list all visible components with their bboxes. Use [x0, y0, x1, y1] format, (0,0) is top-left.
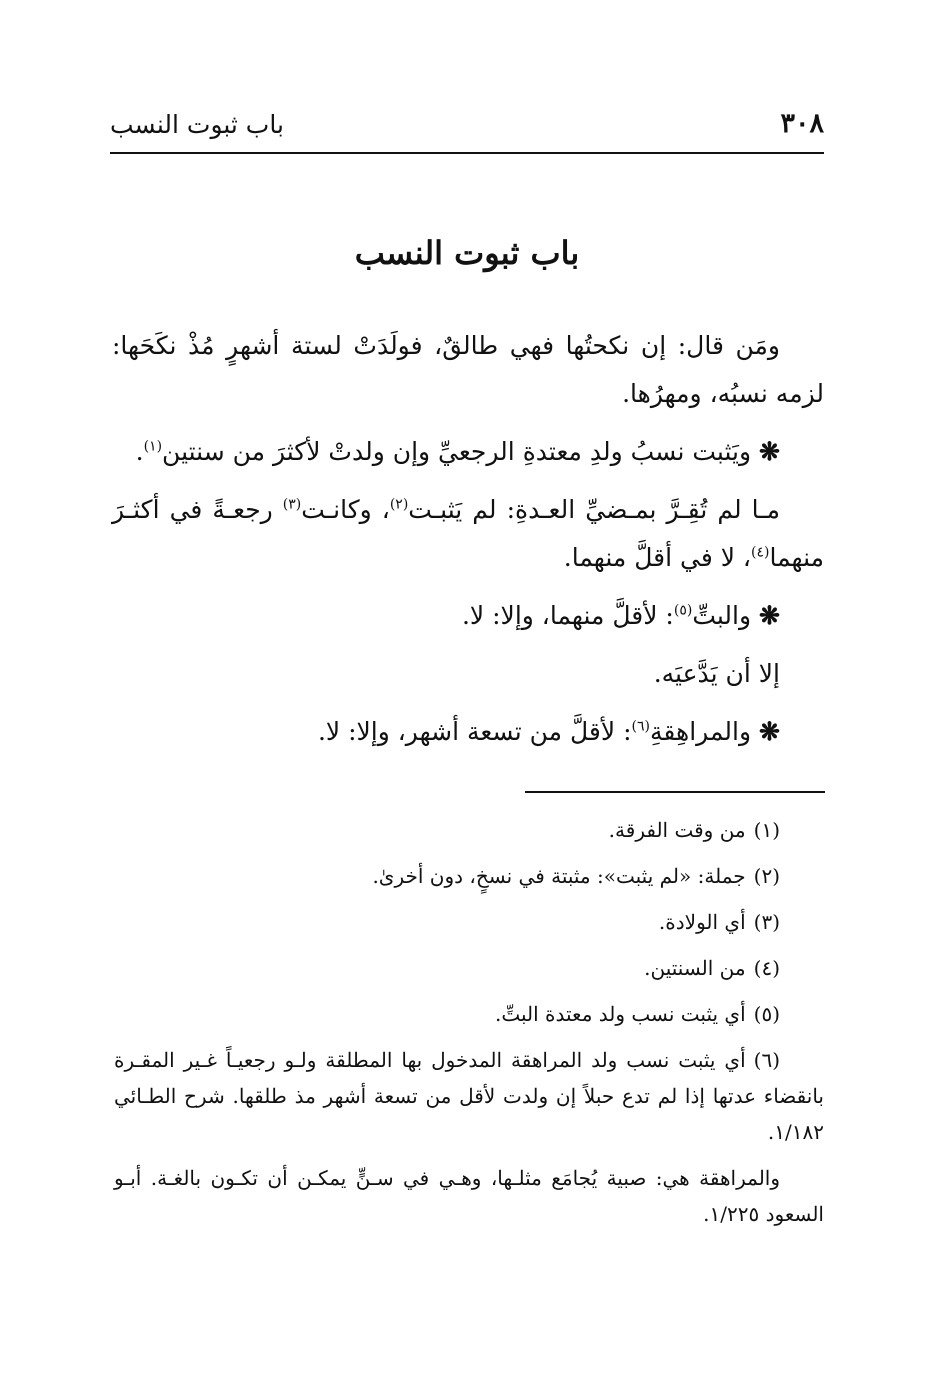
- footnote-3: [114, 904, 824, 940]
- footnote-ref-3[interactable]: (٣): [282, 496, 302, 513]
- footnote-number: (٤): [753, 956, 780, 980]
- footnote-number: (١): [753, 818, 780, 842]
- paragraph-3-text-3: رجعـةً في أكثـرَ منهما: [112, 495, 824, 572]
- footnote-ref-1[interactable]: (١): [143, 438, 163, 455]
- footnote-number: (٢): [753, 864, 780, 888]
- chapter-title: باب ثبوت النسب: [354, 234, 580, 272]
- footnote-ref-4[interactable]: (٤): [751, 544, 770, 561]
- footnote-separator: [525, 791, 825, 793]
- footnote-text: أي الولادة.: [658, 910, 746, 934]
- paragraph-6-text-1: والمراهِقةِ: [649, 717, 752, 746]
- footnote-number: (٣): [753, 910, 780, 934]
- paragraph-6-text-2: : لأقلَّ من تسعة أشهر، وإلا: لا.: [317, 717, 632, 746]
- footnote-text: والمراهقة هي: صبية يُجامَع مثلـها، وهـي في سـنٍّ يمكـن أن تكـون بالغـة. أبـو السعود ١/٢٢٥.: [114, 1166, 824, 1226]
- paragraph-3: [112, 486, 824, 582]
- paragraph-2-text: ويَثبت نسبُ ولدِ معتدةِ الرجعيِّ وإن ولدتْ لأكثرَ من سنتين: [162, 437, 752, 466]
- paragraph-2: [112, 428, 824, 476]
- footnote-ref-6[interactable]: (٦): [631, 718, 650, 735]
- running-header: [110, 108, 824, 154]
- footnote-2: [114, 858, 824, 894]
- footnote-ref-5[interactable]: (٥): [673, 602, 693, 619]
- footnote-6: [114, 1042, 824, 1150]
- paragraph-4: [112, 592, 824, 640]
- footnote-number: (٥): [753, 1002, 780, 1026]
- running-header-title: باب ثبوت النسب: [110, 110, 284, 139]
- footnote-text: من السنتين.: [644, 956, 746, 980]
- footnote-5: [114, 996, 824, 1032]
- footnote-number: (٦): [753, 1048, 780, 1072]
- footnote-6-continuation: [114, 1160, 824, 1232]
- footnote-text: جملة: «لم يثبت»: مثبتة في نسخٍ، دون أخرىٰ.: [372, 864, 746, 888]
- paragraph-3-text-4: ، لا في أقلَّ منهما.: [563, 543, 751, 572]
- star-marker: ❋: [759, 437, 780, 466]
- paragraph-4-text-1: والبتِّ: [692, 601, 752, 630]
- footnote-4: [114, 950, 824, 986]
- main-text: [112, 322, 824, 766]
- paragraph-1: [112, 322, 824, 418]
- footnote-text: أي يثبت نسب ولد المراهقة المدخول بها المطلقة ولـو رجعيـاً غـير المقـرة بانقضاء عدتها إذا لم تدع حبلاً إن ولدت لأقل من تسعة أشهر مذ طلقها. شرح الطـائي ١/١٨٢.: [114, 1048, 824, 1144]
- paragraph-3-text-1: مـا لم تُقِـرَّ بمـضيِّ العـدةِ: لم يَثبـت: [408, 495, 780, 524]
- paragraph-5-text: إلا أن يَدَّعيَه.: [653, 659, 780, 688]
- footnote-ref-2[interactable]: (٢): [389, 496, 409, 513]
- paragraph-5: [112, 650, 824, 698]
- footnote-text: من وقت الفرقة.: [608, 818, 746, 842]
- footnote-text: أي يثبت نسب ولد معتدة البتِّ.: [495, 1002, 746, 1026]
- paragraph-6: [112, 708, 824, 756]
- footnotes: [114, 812, 824, 1242]
- paragraph-4-text-2: : لأقلَّ منهما، وإلا: لا.: [461, 601, 674, 630]
- star-marker: ❋: [759, 717, 780, 746]
- star-marker: ❋: [759, 601, 780, 630]
- paragraph-3-text-2: ، وكانـت: [301, 495, 390, 524]
- page-number: ٣٠٨: [780, 108, 824, 139]
- footnote-1: [114, 812, 824, 848]
- paragraph-1-text: ومَن قال: إن نكحتُها فهي طالقٌ، فولَدَتْ لستة أشهرٍ مُذْ نكَحَها: لزمه نسبُه، ومهرُها.: [112, 331, 824, 408]
- paragraph-2-tail: .: [135, 437, 144, 466]
